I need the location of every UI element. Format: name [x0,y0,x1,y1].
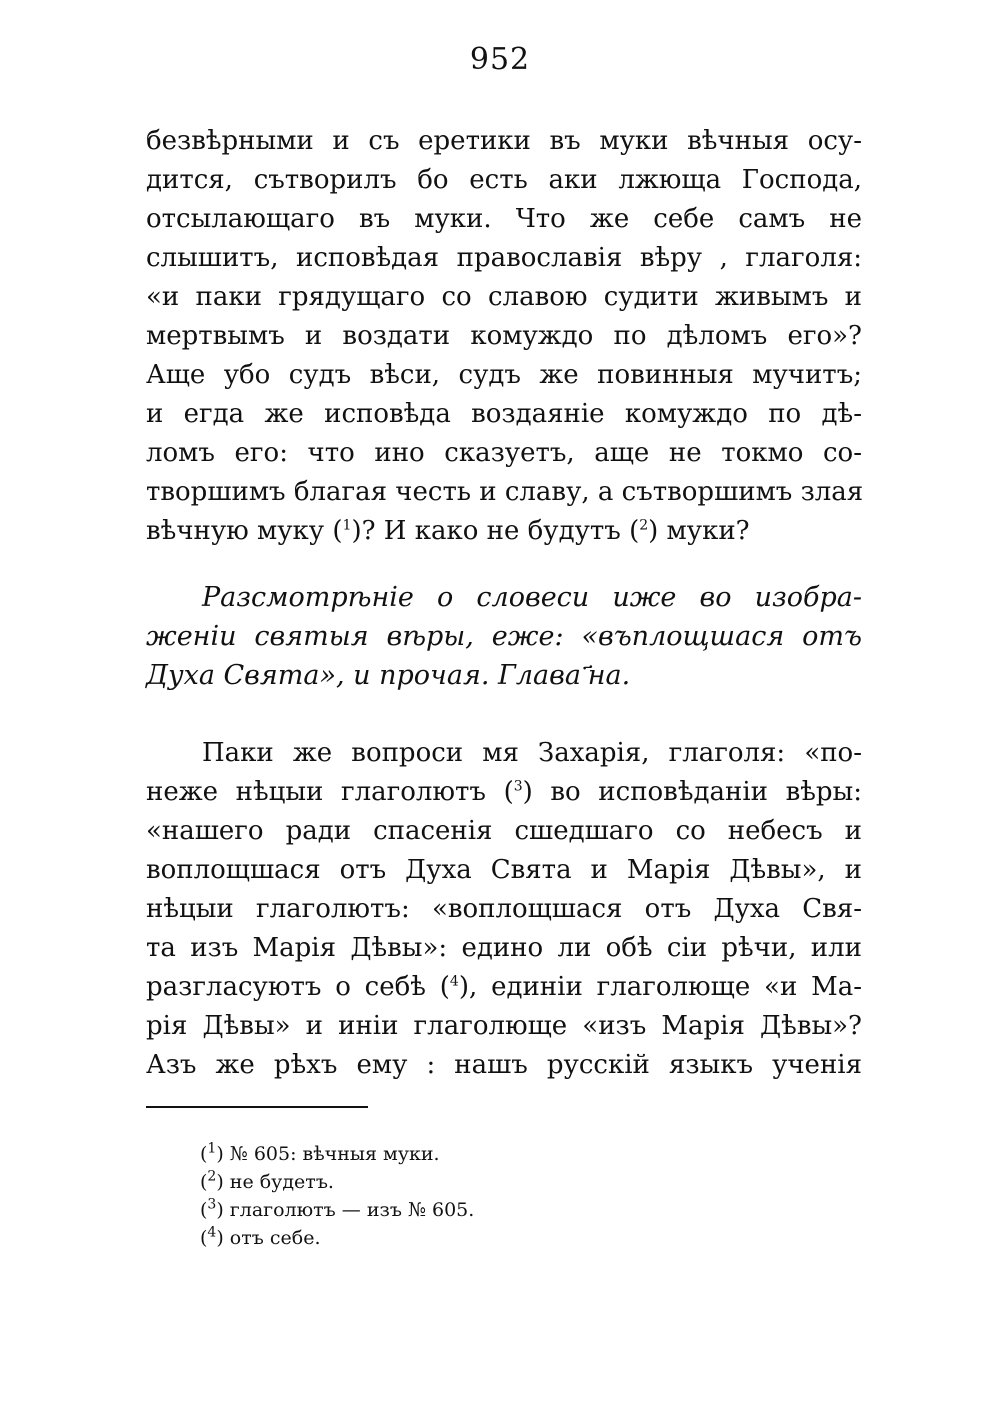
footnotes [200,1140,700,1252]
text-line: ломъ его: что ино сказуетъ, аще не токмо со- [146,438,862,468]
text-line: воплощшася отъ Духа Свята и Марія Дѣвы», и [146,855,862,885]
text-line: Азъ же рѣхъ ему : нашъ русскій языкъ ученія [146,1050,862,1080]
footnote-text: отъ себе. [229,1227,321,1249]
footnote-text: № 605: вѣчныя муки. [229,1143,440,1165]
footnote: ($^3$) глаголютъ — изъ № 605. [200,1196,475,1221]
text-line: рія Дѣвы» и иніи глаголюще «изъ Марія Дѣвы»? [146,1011,862,1041]
paragraph-2 [146,734,862,1085]
footnote-text: не будетъ. [229,1171,334,1193]
text-line: отсылающаго въ муки. Что же себе самъ не [146,204,862,234]
footnote-ref: 2 [639,517,649,534]
chapter-heading [146,578,862,695]
heading-line: Разсмотрѣніе о словеси иже во изобра- [202,582,862,613]
text-line: мертвымъ и воздати комуждо по дѣломъ его»? [146,321,862,351]
heading-line: женіи святыя вѣры, еже: «въплощшася отъ [146,621,862,652]
footnote-divider [146,1106,368,1108]
text-line [146,968,862,1007]
text-segment: ), единіи глаголюще «и Ма- [458,972,862,1002]
footnote: ($^1$) № 605: вѣчныя муки. [200,1140,440,1165]
text-line: дится, сътворилъ бо есть аки лжюща Господа, [146,165,862,195]
footnote: ($^2$) не будетъ. [200,1168,334,1193]
text-line [146,773,862,812]
footnote-mark: 3 [207,1196,217,1213]
text-line: Аще убо судъ вѣси, судъ же повинныя мучитъ; [146,360,862,390]
footnote-mark: 1 [207,1140,217,1157]
text-line: и егда же исповѣда воздаяніе комуждо по дѣ- [146,399,862,429]
text-segment: )? И како не будутъ ( [351,516,640,546]
paragraph-1 [146,122,862,551]
footnote-ref: 3 [513,778,523,795]
footnote-mark: 4 [207,1224,217,1241]
footnote-mark: 2 [207,1168,217,1185]
text-segment: неже нѣцыи глаголютъ ( [146,777,514,807]
text-line: «нашего ради спасенія сшедшаго со небесъ и [146,816,862,846]
text-line: творшимъ благая честь и славу, а сътворшимъ злая [146,477,864,507]
text-segment: вѣчную муку ( [146,516,343,546]
text-line: безвѣрными и съ еретики въ муки вѣчныя осу- [146,126,862,156]
footnote-ref: 4 [449,973,459,990]
footnote-ref: 1 [342,517,352,534]
text-line: нѣцыи глаголютъ: «воплощшася отъ Духа Свя- [146,894,862,924]
footnote: ($^4$) отъ себе. [200,1224,321,1249]
footnote-text: глаголютъ — изъ № 605. [229,1199,475,1221]
text-line: слышитъ, исповѣдая православія вѣру , глаголя: [146,243,862,273]
text-segment: разгласуютъ о себѣ ( [146,972,450,1002]
text-line: «и паки грядущаго со славою судити живымъ и [146,282,862,312]
page-number: 952 [469,42,531,77]
text-line: та изъ Марія Дѣвы»: едино ли обѣ сіи рѣчи, или [146,933,862,963]
text-line [146,512,862,551]
heading-line: Духа Свята», и прочая. Глава ҃на. [146,660,631,691]
text-segment: ) муки? [648,516,750,546]
text-segment: ) во исповѣданіи вѣры: [522,777,862,807]
text-line: Паки же вопроси мя Захарія, глаголя: «по- [202,738,862,768]
